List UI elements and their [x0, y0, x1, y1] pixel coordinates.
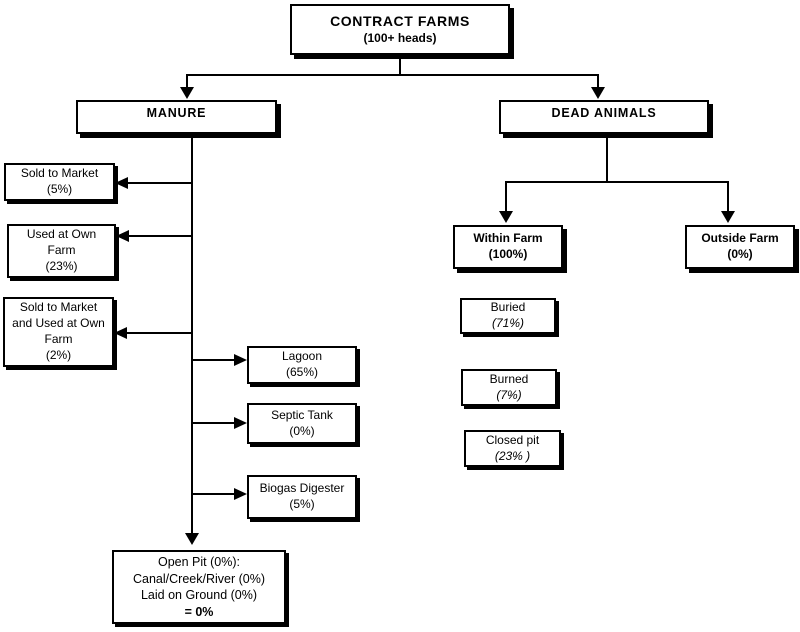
node-label: Open Pit (0%): [158, 555, 240, 569]
node-value: (2%) [45, 347, 72, 362]
node-value: (65%) [285, 365, 318, 379]
arrowhead-to-dead-animals [591, 87, 605, 99]
node-value: (23%) [45, 258, 78, 273]
node-burned [461, 369, 557, 406]
connector-to-biogas-digester [192, 493, 235, 495]
arrowhead-to-within-farm [499, 211, 513, 223]
node-sold-to-market [4, 163, 115, 201]
node-value: (5%) [289, 497, 315, 511]
connector-top-split [187, 74, 599, 76]
node-contract-farms [290, 4, 510, 55]
arrowhead-to-sold-to-market [115, 177, 128, 189]
connector-drop-within-farm [505, 181, 507, 212]
node-label: Biogas Digester [259, 481, 345, 496]
node-label: Outside Farm [701, 231, 779, 246]
node-label: Laid on Ground (0%) [140, 588, 258, 602]
node-contract-farms-title: CONTRACT FARMS [330, 13, 470, 30]
arrowhead-to-open-pit [185, 533, 199, 545]
node-value: (0%) [289, 423, 315, 438]
arrowhead-to-sold-and-used [114, 327, 127, 339]
connector-to-used-at-own-farm [128, 235, 192, 237]
node-label: Buried [490, 300, 526, 315]
node-label: Closed pit [485, 432, 540, 447]
connector-to-lagoon [192, 359, 235, 361]
node-label: Within Farm [473, 231, 543, 246]
node-value: (23% ) [494, 448, 531, 463]
arrowhead-to-lagoon [234, 354, 247, 366]
connector-to-sold-to-market [127, 182, 192, 184]
arrowhead-to-used-at-own-farm [116, 230, 129, 242]
node-label: Septic Tank [271, 407, 333, 422]
arrowhead-to-manure [180, 87, 194, 99]
arrowhead-to-biogas-digester [234, 488, 247, 500]
node-label: Farm [47, 243, 76, 258]
node-value: (71%) [491, 316, 524, 330]
connector-root-stub [399, 55, 401, 76]
node-value: (7%) [496, 387, 522, 402]
connector-to-sold-and-used [126, 332, 192, 334]
node-biogas-digester [247, 475, 357, 519]
node-label: Sold to Market [20, 166, 99, 181]
node-septic-tank [247, 403, 357, 444]
node-buried [460, 298, 556, 334]
node-label: Sold to Market [19, 300, 98, 315]
node-label: Canal/Creek/River (0%) [133, 571, 265, 586]
node-manure [76, 100, 277, 134]
node-contract-farms-subtitle: (100+ heads) [363, 30, 437, 45]
node-sold-and-used-at-own-farm [3, 297, 114, 367]
node-manure-label: MANURE [146, 106, 207, 120]
connector-manure-trunk [191, 134, 193, 534]
node-closed-pit [464, 430, 561, 467]
connector-dead-animals-trunk [606, 134, 608, 182]
node-within-farm [453, 225, 563, 269]
node-value: (0%) [727, 247, 753, 261]
arrowhead-to-septic-tank [234, 417, 247, 429]
connector-drop-outside-farm [727, 181, 729, 212]
connector-dead-split [505, 181, 729, 183]
node-open-pit-summary [112, 550, 286, 624]
node-label: Lagoon [281, 349, 323, 364]
node-dead-animals-label: DEAD ANIMALS [551, 106, 657, 120]
node-used-at-own-farm [7, 224, 116, 278]
connector-to-septic-tank [192, 422, 235, 424]
node-value: (100%) [488, 247, 528, 261]
node-label: Used at Own [26, 227, 97, 242]
node-total-value: = 0% [184, 604, 214, 619]
node-label: Burned [489, 371, 529, 386]
node-dead-animals [499, 100, 709, 134]
node-outside-farm [685, 225, 795, 269]
node-value: (5%) [46, 182, 73, 196]
node-label: and Used at Own [12, 316, 105, 331]
node-lagoon [247, 346, 357, 384]
node-label: Farm [44, 332, 73, 346]
arrowhead-to-outside-farm [721, 211, 735, 223]
